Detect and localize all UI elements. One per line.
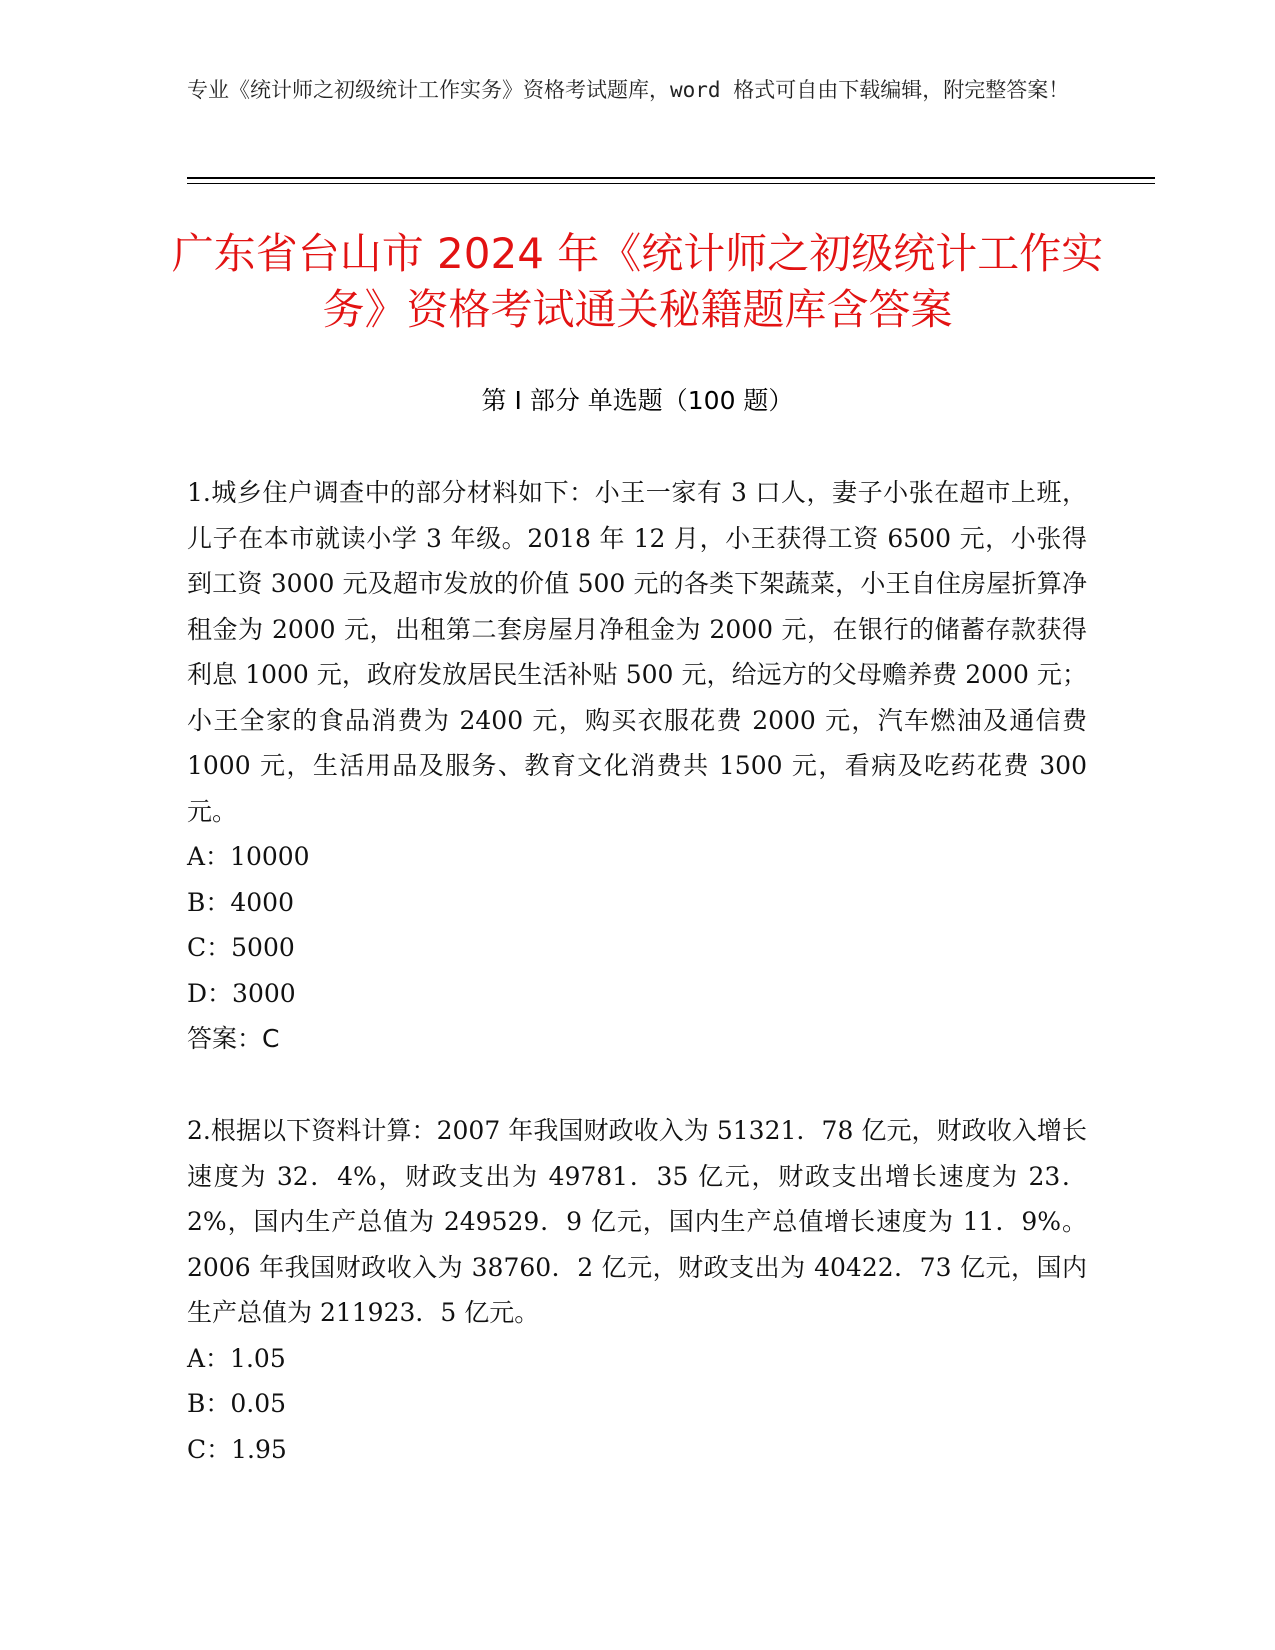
question-2 (187, 1108, 1087, 1472)
option-a: A：10000 (187, 842, 310, 871)
option-c: C：5000 (187, 933, 295, 962)
section-title: 第 I 部分 单选题（100 题） (481, 386, 794, 415)
header-note: 专业《统计师之初级统计工作实务》资格考试题库，word 格式可自由下载编辑，附完整答案！ (187, 78, 1070, 102)
question-stem: 1.城乡住户调查中的部分材料如下：小王一家有 3 口人，妻子小张在超市上班，儿子在本市就读小学 3 年级。2018 年 12 月，小王获得工资 6500 元，小张得到工资 3000 元及超市发放的价值 500 元的各类下架蔬菜，小王自住房屋折算净租金为 2000 元，出租第二套房屋月净租金为 2000 元，在银行的储蓄存款获得利息 1000 元，政府发放居民生活补贴 500 元，给远方的父母赡养费 2000 元；小王全家的食品消费为 2400 元，购买衣服花费 2000 元，汽车燃油及通信费 1000 元，生活用品及服务、教育文化消费共 1500 元，看病及吃药花费 300 元。 (187, 478, 1087, 826)
answer-line: 答案：C (187, 1024, 280, 1053)
header-divider-thin (187, 183, 1155, 184)
option-a: A：1.05 (187, 1343, 286, 1373)
option-c: C：1.95 (187, 1434, 287, 1464)
question-1 (187, 470, 1087, 1062)
option-b: B：0.05 (187, 1389, 287, 1418)
question-stem: 2.根据以下资料计算：2007 年我国财政收入为 51321．78 亿元，财政收入增长速度为 32．4%，财政支出为 49781．35 亿元，财政支出增长速度为 23．2%，国内生产总值为 249529．9 亿元，国内生产总值增长速度为 11．9%。2006 年我国财政收入为 38760．2 亿元，财政支出为 40422．73 亿元，国内生产总值为 211923．5 亿元。 (187, 1116, 1087, 1327)
option-d: D：3000 (187, 978, 296, 1008)
document-title: 广东省台山市 2024 年《统计师之初级统计工作实务》资格考试通关秘籍题库含答案 (171, 229, 1104, 334)
option-b: B：4000 (187, 887, 294, 917)
header-divider-thick (187, 177, 1155, 179)
